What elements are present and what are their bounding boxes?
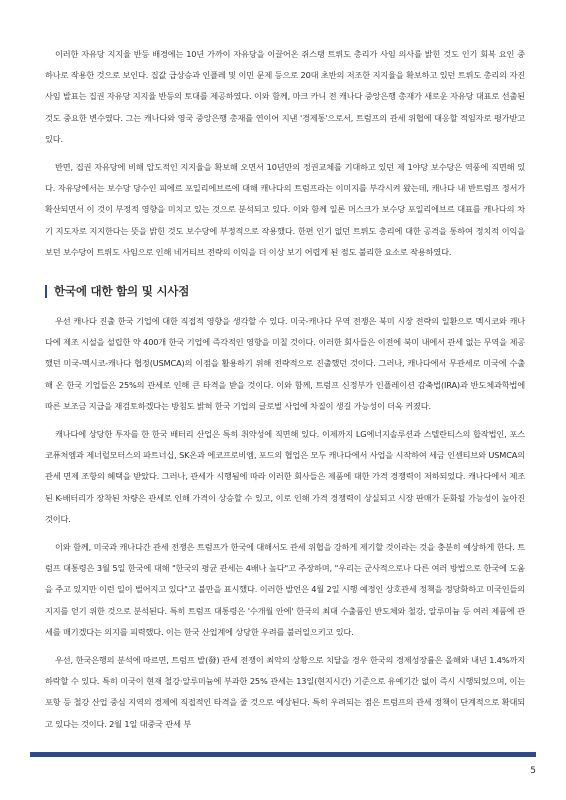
paragraph: 캐나다에 상당한 투자를 한 한국 배터리 산업은 특히 취약성에 직면해 있다. 이제까지 LG에너지솔루션과 스텔란티스의 합작법인, 포스코퓨처엠과 제너럴모터스의 파트너십, SK온과 에코프로비엠, 포드의 협업은 모두 캐나다에서 사업을 시작하여 세금 인센티브와 USMCA의 관세 면제 조항의 혜택을 받았다. 그러나, 관세가 시행됨에 따라 이러한 회사들은 제품에 대한 가격 경쟁력이 저하되었다. 캐나다에서 제조된 K-배터리가 장착된 차량은 관세로 인해 가격이 상승할 수 있고, 이로 인해 가격 경쟁력이 상실되고 시장 판매가 둔화될 가능성이 높아진 것이다. xyxy=(45,429,525,524)
section-heading xyxy=(45,281,525,301)
paragraph: 우선 캐나다 진출 한국 기업에 대한 직접적 영향을 생각할 수 있다. 미국-캐나다 무역 전쟁은 북미 시장 전략의 일환으로 멕시코와 캐나다에 제조 시설을 설립한 약 400개 한국 기업에 즉각적인 영향을 미칠 것이다. 이러한 회사들은 이전에 북미 내에서 관세 없는 무역을 제공했던 미국-멕시코-캐나다 협정(USMCA)의 이점을 활용하기 위해 전략적으로 진출했던 것이다. 그러나, 캐나다에서 무관세로 미국에 수출해 온 한국 기업들은 25%의 관세로 인해 큰 타격을 받을 것이다. 이와 함께, 트럼프 신정부가 인플레이션 감축법(IRA)과 반도체과학법에 따른 보조금 지급을 재검토하겠다는 방침도 밝혀 한국 기업의 글로벌 사업에 차질이 생길 가능성이 더욱 커졌다. xyxy=(45,316,525,411)
document-body xyxy=(45,44,525,742)
paragraph: 이와 함께, 미국과 캐나다간 관세 전쟁은 트럼프가 한국에 대해서도 관세 위협을 강하게 제기할 것이라는 것을 충분히 예상하게 한다. 트럼프 대통령은 3월 5일 한국에 대해 "한국의 평균 관세는 4배나 높다"고 주장하며, "우리는 군사적으로나 다른 여러 방법으로 한국에 도움을 주고 있지만 이런 일이 벌어지고 있다"고 불만을 표시했다. 이러한 발언은 4월 2일 시행 예정인 상호관세 정책을 정당화하고 미국인들의 지지를 얻기 위한 것으로 분석된다. 특히 트럼프 대통령은 '수개월 안에' 한국의 최대 수출품인 반도체와 철강, 알루미늄 등 여러 제품에 관세를 매기겠다는 의지를 피력했다. 이는 한국 산업계에 상당한 우려를 불러일으키고 있다. xyxy=(45,542,525,637)
heading-bar-marker xyxy=(45,285,47,298)
section-heading-text: 한국에 대한 함의 및 시사점 xyxy=(54,284,190,299)
paragraph: 우선, 한국은행의 분석에 따르면, 트럼프 발(發) 관세 전쟁이 최악의 상황으로 치달을 경우 한국의 경제성장률은 올해와 내년 1.4%까지 하락할 수 있다. 특히 미국이 현재 철강·알루미늄에 부과한 25% 관세는 13일(현지시간) 기준으로 유예기간 없이 즉시 시행되었으며, 이는 포항 등 철강 산업 중심 지역의 경제에 직접적인 타격을 줄 것으로 예상된다. 특히 우려되는 점은 트럼프의 관세 정책이 단계적으로 확대되고 있다는 것이다. 2월 1일 대중국 관세 부 xyxy=(45,655,525,729)
paragraph: 반면, 집권 자유당에 비해 압도적인 지지율을 확보해 오면서 10년만의 정권교체를 기대하고 있던 제 1야당 보수당은 역풍에 직면해 있다. 자유당에서는 보수당 당수인 피에르 포일리에브르에 대해 캐나다의 트럼프라는 이미지를 부각시켜 왔는데, 캐나다 내 반트럼프 정서가 확산되면서 이 것이 부정적 영향을 미치고 있는 것으로 분석되고 있다. 이와 함께 일론 머스크가 보수당 포일리에브르 대표를 캐나다의 차기 지도자로 지지한다는 뜻을 밝힌 것도 보수당에 부정적으로 작용했다. 한편 인기 없던 트뤼도 총리에 대한 공격을 통하여 정치적 이익을 보던 보수당이 트뤼도 사임으로 인해 네거티브 전략의 이익을 더 이상 보기 어렵게 된 점도 불리한 요소로 작용하였다. xyxy=(45,162,525,257)
page-number: 5 xyxy=(530,766,536,776)
paragraph: 이러한 자유당 지지율 반등 배경에는 10년 가까이 자유당을 이끌어온 쥐스탱 트뤼도 총리가 사임 의사를 밝힌 것도 인기 회복 요인 중 하나로 작용한 것으로 보인다. 집값 급상승과 인플레 및 이민 문제 등으로 20대 초반의 저조한 지지율을 확보하고 있던 트뤼도 총리의 자진 사임 발표는 집권 자유당 지지율 반등의 토대를 제공하였다. 이와 함께, 마크 카니 전 캐나다 중앙은행 총재가 새로운 자유당 대표로 선출된 것도 중요한 변수였다. 그는 캐나다와 영국 중앙은행 총재를 연이어 지낸 '경제통'으로서, 트럼프의 관세 위협에 대응할 적임자로 평가받고 있다. xyxy=(45,49,525,144)
footer-rule xyxy=(30,752,536,757)
